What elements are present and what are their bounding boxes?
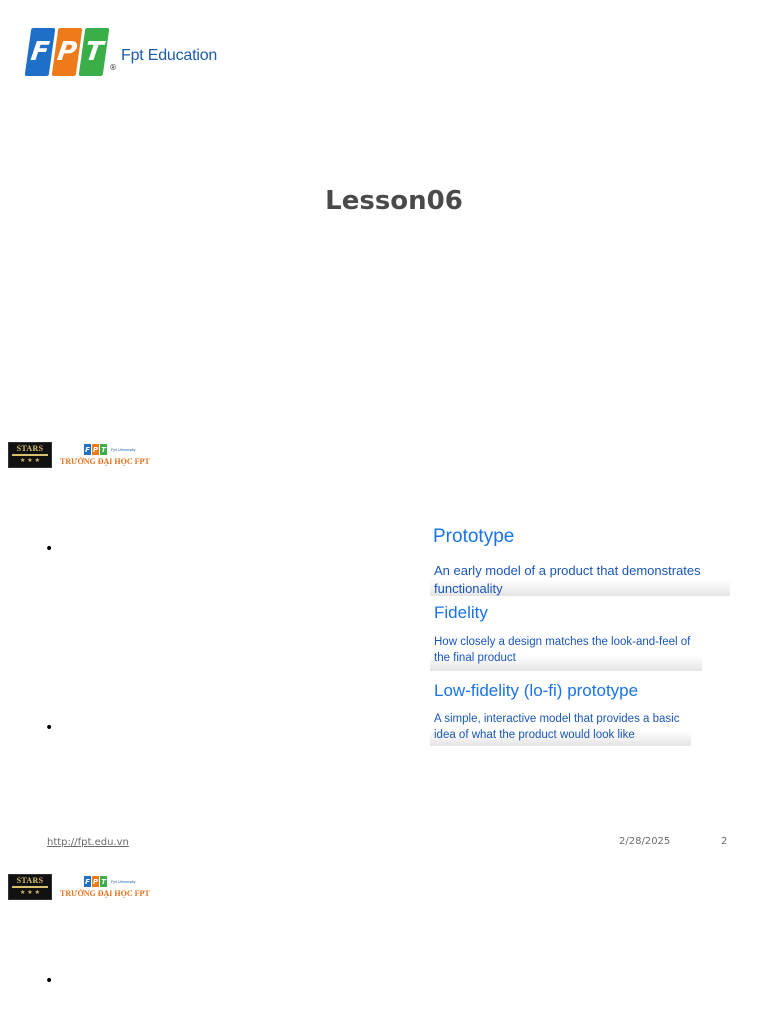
definition-text: A simple, interactive model that provides a basic idea of what the product would look like — [434, 713, 680, 741]
definition-card-lofi — [430, 678, 691, 746]
logo-letter-p: P — [52, 28, 83, 76]
definition-card-fidelity — [430, 600, 702, 671]
university-logo — [8, 442, 168, 470]
stars-rating: ★ ★ ★ — [20, 889, 40, 896]
logo-letter-t: T — [79, 28, 110, 76]
definition-text: An early model of a product that demonstrates functionality — [434, 563, 701, 596]
bullet-marker: • — [45, 973, 54, 989]
registered-mark: ® — [109, 63, 117, 72]
definition-term: Fidelity — [434, 603, 488, 622]
mini-fpt-logo — [84, 444, 135, 455]
page-number: 2 — [721, 836, 728, 847]
mini-letter-p: P — [92, 877, 99, 886]
mini-letter-f: F — [85, 877, 90, 886]
bullet-marker: • — [45, 541, 54, 557]
mini-letter-t: T — [101, 445, 106, 454]
school-name: TRƯỜNG ĐẠI HỌC FPT — [60, 889, 150, 898]
mini-subtitle: Fpt University — [111, 879, 136, 884]
definition-term: Low-fidelity (lo-fi) prototype — [434, 681, 639, 700]
definition-card-prototype — [430, 522, 730, 596]
logo-letter-f: F — [25, 28, 56, 76]
school-name: TRƯỜNG ĐẠI HỌC FPT — [60, 457, 150, 466]
slide-title: Lesson06 — [325, 186, 463, 216]
definition-term: Prototype — [433, 526, 515, 547]
stars-word: STARS — [16, 444, 44, 453]
stars-badge — [8, 442, 52, 468]
mini-letter-f: F — [85, 445, 90, 454]
mini-subtitle: Fpt University — [111, 447, 136, 452]
university-logo — [8, 874, 168, 902]
definition-text: How closely a design matches the look-and-feel of the final product — [434, 636, 691, 664]
footer-date: 2/28/2025 — [619, 836, 671, 847]
fpt-education-logo — [28, 28, 217, 76]
stars-word: STARS — [16, 876, 44, 885]
mini-letter-p: P — [92, 445, 99, 454]
stars-rating: ★ ★ ★ — [20, 457, 40, 464]
bullet-marker: • — [45, 720, 54, 736]
mini-fpt-logo — [84, 876, 135, 887]
footer-link[interactable]: http://fpt.edu.vn — [47, 837, 129, 848]
mini-letter-t: T — [101, 877, 106, 886]
stars-badge — [8, 874, 52, 900]
logo-text: Fpt Education — [121, 47, 218, 64]
